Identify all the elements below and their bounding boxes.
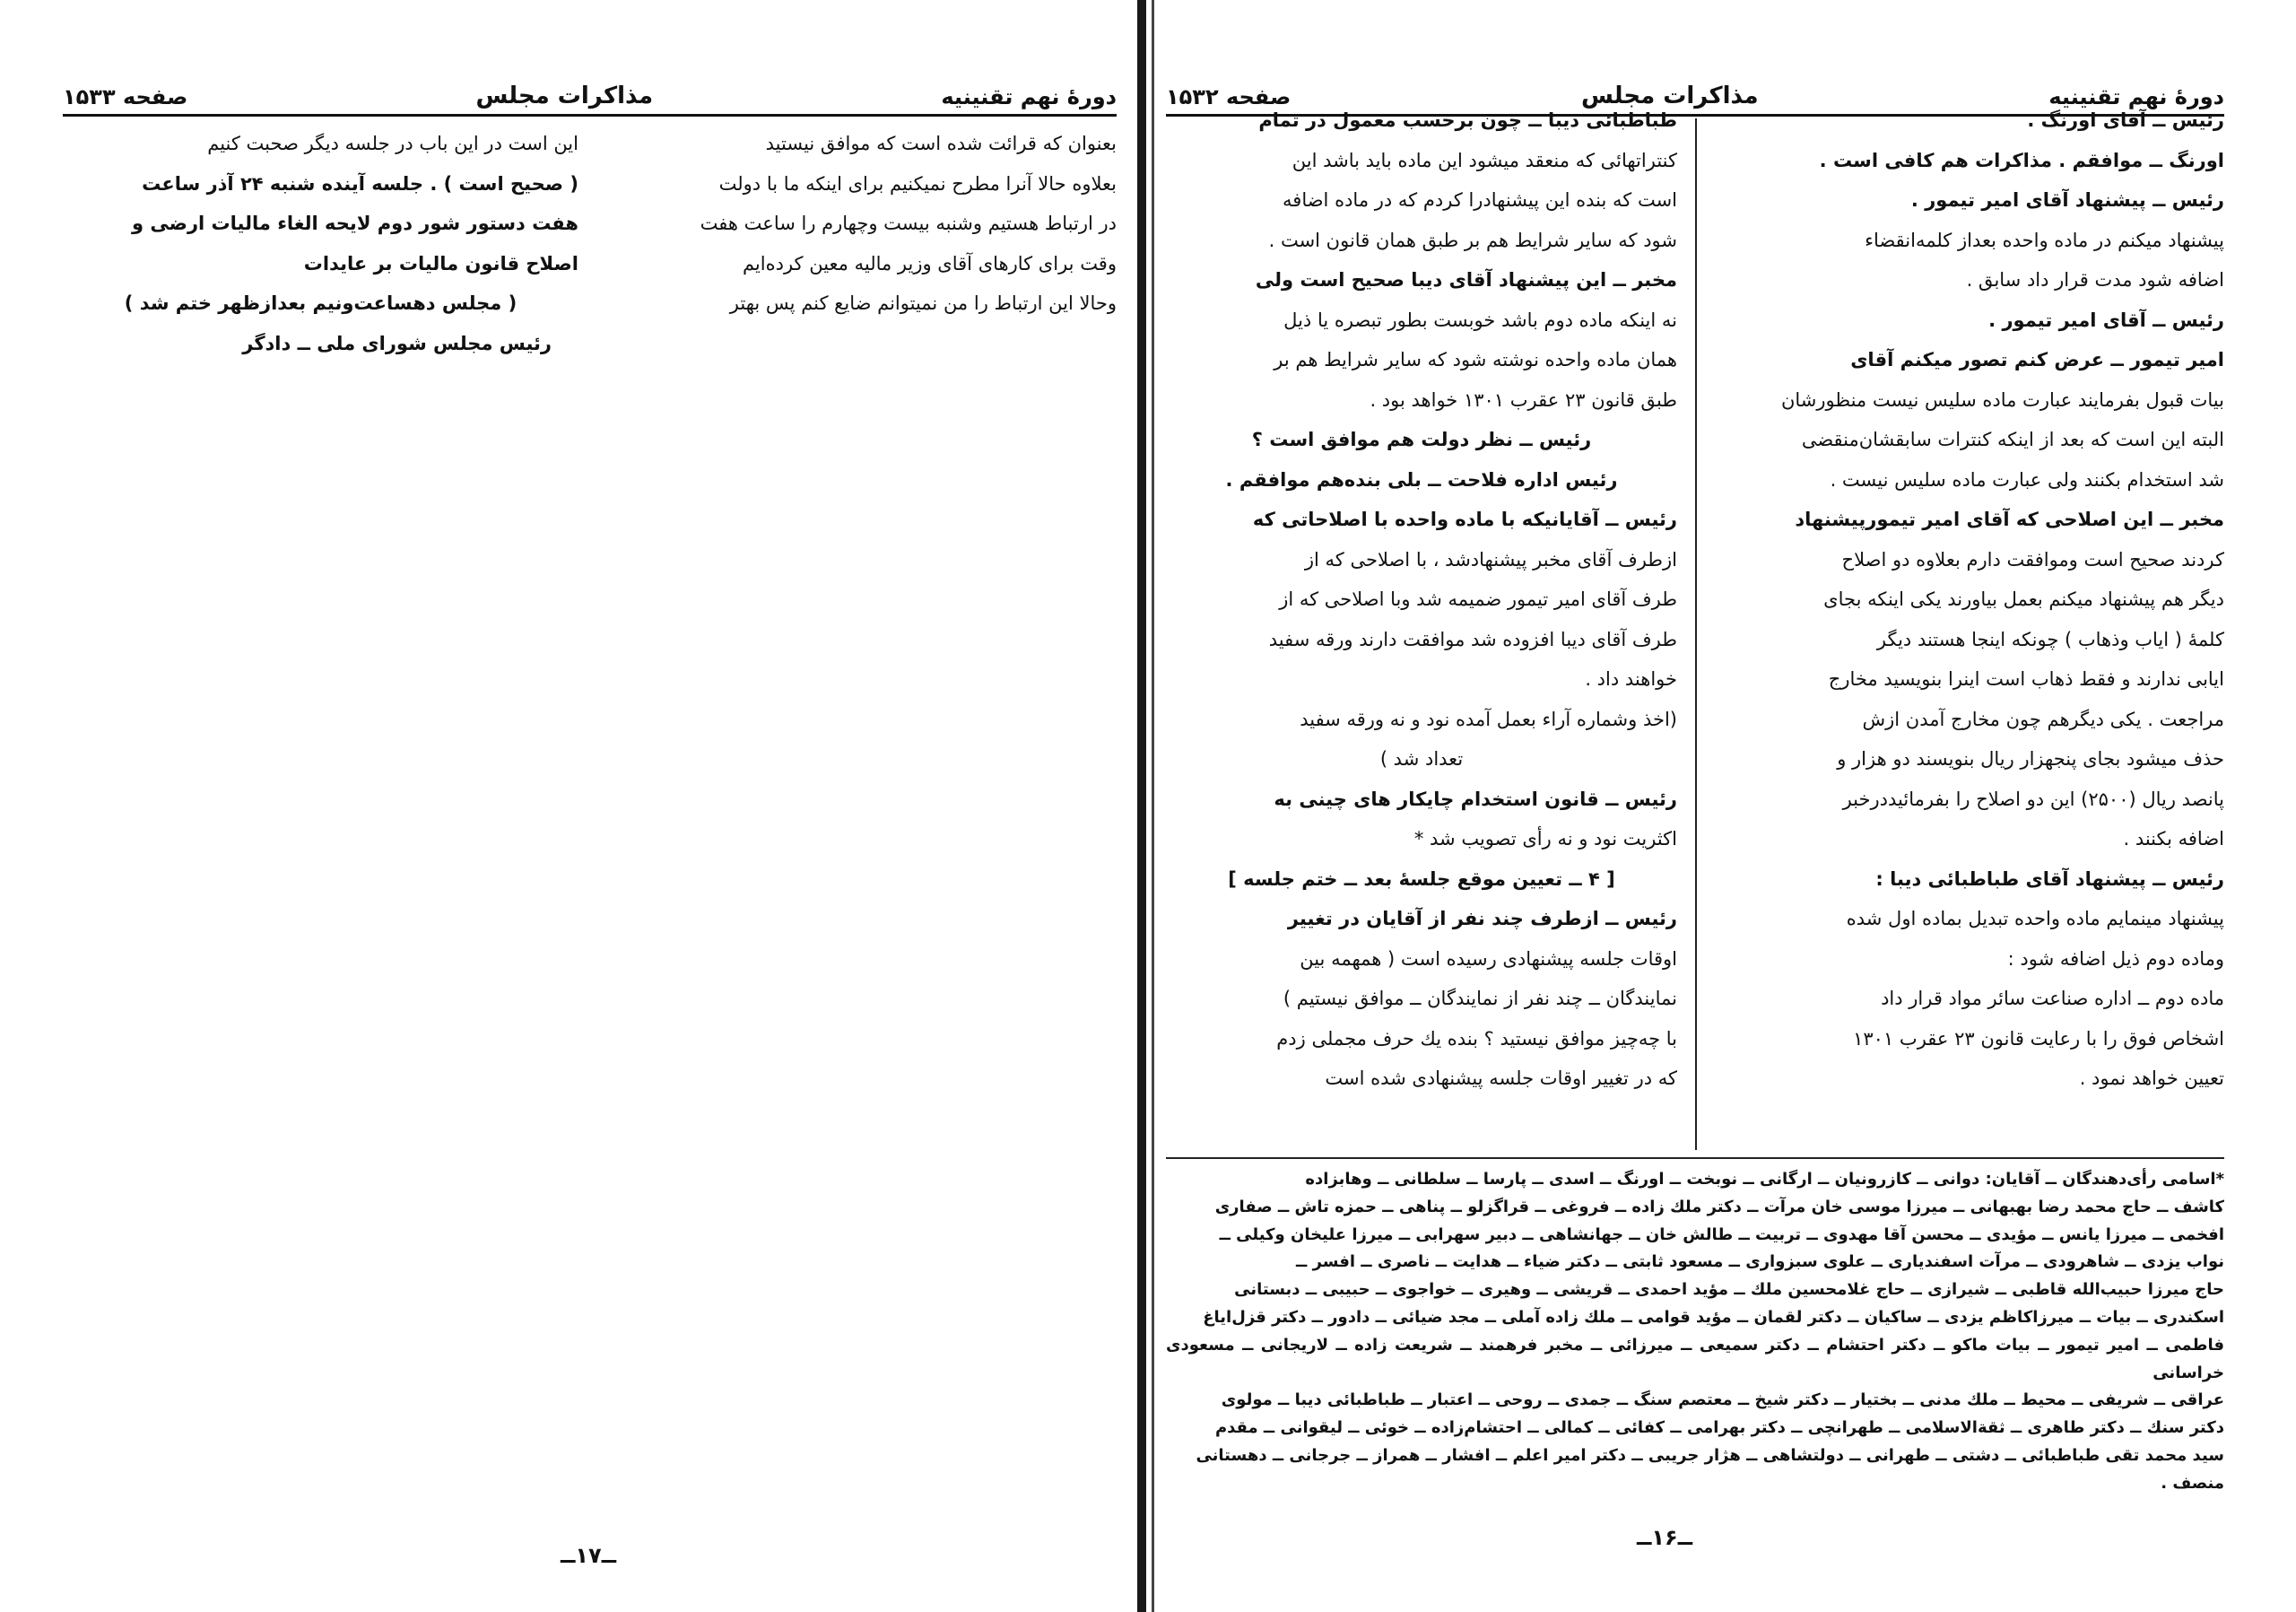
text-line: است که بنده این پیشنهادرا کردم که در ماده اضافه [1283,189,1677,211]
binding-gutter [1137,0,1146,1612]
right-column-right [1709,100,2224,1099]
speaker-line: مخبر ــ این اصلاحی که آقای امیر تیمورپیشنهاد [1795,509,2224,530]
text-line: (اخذ وشماره آراء بعمل آمده نود و نه ورقه سفید [1300,708,1677,730]
text-line: این است در این باب در جلسه دیگر صحبت کنیم [207,133,578,154]
speaker-line: رئیس ــ ازطرف چند نفر از آقایان در تغییر [1287,908,1677,929]
speaker-line: طباطبائی دیبا ــ چون برحسب معمول در تمام [1258,109,1677,131]
text-line: اشخاص فوق را با رعایت قانون ۲۳ عقرب ۱۳۰۱ [1853,1027,2224,1050]
right-column-left [1166,100,1677,1099]
voter-names-line: کاشف ــ حاج محمد رضا بهبهانی ــ میرزا موسی خان مرآت ــ دکتر ملك زاده ــ فروغی ــ قراگزلو ــ پناهی ــ حمزه تاش ــ صفاری [1214,1197,2224,1216]
voter-names-line: عراقی ــ شریفی ــ محیط ــ ملك مدنی ــ بختیار ــ دکتر شیخ ــ معتصم سنگ ــ جمدی ــ روحی ــ اعتبار ــ طباطبائی دیبا ــ مولوی [1221,1390,2224,1410]
left-page [63,0,1117,1612]
text-line: شود که سایر شرایط هم بر طبق همان قانون است . [1268,229,1677,251]
voter-names-line: فاطمی ــ امیر تیمور ــ بیات ماکو ــ دکتر احتشام ــ دکتر سمیعی ــ میرزائی ــ مخبر فرهمند ــ شریعت زاده ــ لاریجانی ــ مسعودی خراسانی [1166,1335,2224,1382]
text-line: وقت برای کارهای آقای وزیر مالیه معین کرده‌ایم [742,252,1117,274]
text-line: نه اینکه ماده دوم باشد خوبست بطور تبصره یا ذیل [1283,309,1677,331]
binding-edge [1152,0,1154,1612]
text-line: البته این است که بعد از اینکه کنترات سابقشان‌منقضی [1801,429,2224,450]
right-page [1166,0,2224,1612]
text-line: پیشنهاد میکنم در ماده واحده بعداز کلمه‌انقضاء [1865,229,2224,251]
voter-names-line: نواب یزدی ــ شاهرودی ــ مرآت اسفندیاری ــ علوی سبزواری ــ مسعود ثابتی ــ دکتر ضیاء ــ هدایت ــ ناصری ــ افسر ــ [1296,1252,2224,1272]
text-line: مراجعت . یکی دیگرهم چون مخارج آمدن ازش [1862,708,2224,730]
speaker-line: مخبر ــ این پیشنهاد آقای دیبا صحیح است ولی [1255,269,1677,291]
voter-names-line: اسکندری ــ بیات ــ میرزاکاظم یزدی ــ ساکیان ــ دکتر لقمان ــ مؤید قوامی ــ ملك زاده آملی ــ مجد ضیائی ــ دادور ــ دکتر قزل‌ایاغ [1203,1307,2224,1327]
right-header-session: دورهٔ نهم تقنینیه [2048,84,2224,109]
left-page-number: ــ۱۷ــ [561,1543,617,1568]
speaker-line: رئیس ــ آقای اورنگ . [2027,109,2224,131]
voter-names-line: افخمی ــ میرزا یانس ــ مؤیدی ــ محسن آقا مهدوی ــ تربیت ــ طالش خان ــ جهانشاهی ــ دبیر سهرابی ــ میرزا علیخان وکیلی ــ [1219,1224,2224,1244]
text-line: اصلاح قانون مالیات بر عایدات [303,252,578,274]
speaker-line: اورنگ ــ موافقم . مذاکرات هم کافی است . [1819,149,2224,171]
speaker-line: رئیس اداره فلاحت ــ بلی بنده‌هم موافقم . [1225,468,1618,491]
text-line: که در تغییر اوقات جلسه پیشنهادی شده است [1325,1067,1677,1089]
speaker-line: رئیس ــ آقای امیر تیمور . [1988,309,2224,331]
speaker-line: رئیس ــ آقایانیکه با ماده واحده با اصلاحاتی که [1252,509,1677,530]
text-line: دیگر هم پیشنهاد میکنم بعمل بیاورند یکی اینکه بجای [1823,588,2224,610]
left-column-left [63,124,578,363]
right-page-number: ــ۱۶ــ [1637,1525,1693,1550]
closing-note: ( مجلس دهساعت‌ونیم بعدازظهر ختم شد ) [124,292,517,314]
text-line: طبق قانون ۲۳ عقرب ۱۳۰۱ خواهد بود . [1370,388,1677,411]
speaker-line: رئیس ــ پیشنهاد آقای طباطبائی دیبا : [1875,867,2224,890]
text-line: بعنوان که قرائت شده است که موافق نیستید [765,133,1117,154]
text-line: ( صحیح است ) . جلسه آینده شنبه ۲۴ آذر ساعت [142,172,578,195]
text-line: وماده دوم ذیل اضافه شود : [2007,947,2224,970]
text-line: طرف آقای دیبا افزوده شد موافقت دارند ورقه سفید [1268,628,1677,650]
left-page-header [63,56,1117,109]
text-line: اضافه شود مدت قرار داد سابق . [1966,269,2224,291]
column-divider [1695,118,1697,1150]
voter-names-line: منصف . [2161,1473,2224,1493]
text-line: همان ماده واحده نوشته شود که سایر شرایط هم بر [1274,349,1677,370]
text-line: طرف آقای امیر تیمور ضمیمه شد وبا اصلاحی که از [1279,588,1677,610]
text-line: در ارتباط هستیم وشنبه بیست وچهارم را ساعت هفت [700,213,1117,234]
text-line: اضافه بکنند . [2123,828,2224,850]
left-header-rule [63,114,1117,117]
text-line: وحالا این ارتباط را من نمیتوانم ضایع کنم پس بهتر [729,292,1117,314]
speaker-line: امیر تیمور ــ عرض کنم تصور میکنم آقای [1850,349,2224,370]
signature: رئیس مجلس شورای ملی ــ دادگر [242,332,552,354]
text-line: با چه‌چیز موافق نیستید ؟ بنده یك حرف مجملی زدم [1276,1027,1677,1050]
text-line: پیشنهاد مینمایم ماده واحده تبدیل بماده اول شده [1846,908,2224,929]
left-header-title: مذاکرات مجلس [475,83,654,109]
text-line: ازطرف آقای مخبر پیشنهادشد ، با اصلاحی که از [1304,548,1677,571]
voter-names-line: دکتر سنك ــ دکتر طاهری ــ ثقة‌الاسلامی ــ طهرانچی ــ دکتر بهرامی ــ کفائی ــ کمالی ــ احتشام‌زاده ــ خوئی ــ لیقوانی ــ مقدم [1214,1418,2224,1438]
speaker-line: رئیس ــ نظر دولت هم موافق است ؟ [1251,429,1592,450]
speaker-line: رئیس ــ پیشنهاد آقای امیر تیمور . [1910,189,2224,211]
right-header-page: صفحه ۱۵۳۲ [1166,84,1292,109]
text-line: تعداد شد ) [1379,748,1464,770]
left-header-page: صفحه ۱۵۳۳ [63,84,188,109]
text-line: ماده دوم ــ اداره صناعت سائر مواد قرار داد [1881,988,2224,1009]
voter-names-line: سید محمد تقی طباطبائی ــ دشتی ــ طهرانی ــ دولتشاهی ــ هژار جریبی ــ دکتر امیر اعلم ــ افشار ــ همراز ــ جرجانی ــ دهستانی [1196,1445,2224,1465]
text-line: کنتراتهائی که منعقد میشود این ماده باید باشد این [1292,149,1677,171]
text-line: حذف میشود بجای پنجهزار ریال بنویسند دو هزار و [1837,748,2224,770]
text-line: پانصد ریال (۲۵۰۰) این دو اصلاح را بفرمائیددرخبر [1842,788,2224,810]
text-line: بعلاوه حالا آنرا مطرح نمیکنیم برای اینکه ما با دولت [718,172,1117,195]
text-line: نمایندگان ــ چند نفر از نمایندگان ــ موافق نیستیم ) [1283,988,1677,1009]
text-line: بیات قبول بفرمایند عبارت ماده سلیس نیست منظورشان [1780,388,2224,411]
text-line: کردند صحیح است وموافقت دارم بعلاوه دو اصلاح [1841,548,2224,571]
speaker-line: رئیس ــ قانون استخدام چایکار های چینی به [1274,788,1677,810]
text-line: خواهند داد . [1585,668,1677,690]
footnote-rule [1166,1157,2224,1159]
voter-names-line: *اسامی رأی‌دهندگان ــ آقایان: دوانی ــ کازرونیان ــ ارگانی ــ نوبخت ــ اورنگ ــ اسدی ــ پارسا ــ سلطانی ــ وهابزاده [1305,1170,2224,1189]
text-line: ایابی ندارند و فقط ذهاب است اینرا بنویسید مخارج [1828,668,2224,690]
left-header-session: دورهٔ نهم تقنینیه [941,84,1117,109]
text-line: شد استخدام بکنند ولی عبارت ماده سلیس نیست . [1830,468,2224,491]
text-line: اوقات جلسه پیشنهادی رسیده است ( همهمه بین [1300,947,1677,970]
left-column-right [601,124,1117,324]
text-line: اکثریت نود و نه رأی تصویب شد * [1413,828,1677,850]
text-line: تعیین خواهد نمود . [2079,1067,2224,1089]
text-line: کلمهٔ ( ایاب وذهاب ) چونکه اینجا هستند دیگر [1876,628,2224,650]
speaker-line: [ ۴ ــ تعیین موقع جلسهٔ بعد ــ ختم جلسه ] [1228,867,1615,890]
voters-footnote [1166,1166,2224,1498]
right-header-title: مذاکرات مجلس [1581,83,1759,109]
text-line: هفت دستور شور دوم لایحه الغاء مالیات ارضی و [132,213,578,234]
voter-names-line: حاج میرزا حبیب‌الله قاطبی ــ شیرازی ــ حاج غلامحسین ملك ــ مؤید احمدی ــ قریشی ــ وهیری ــ خواجوی ــ حبیبی ــ دبستانی [1234,1280,2224,1300]
